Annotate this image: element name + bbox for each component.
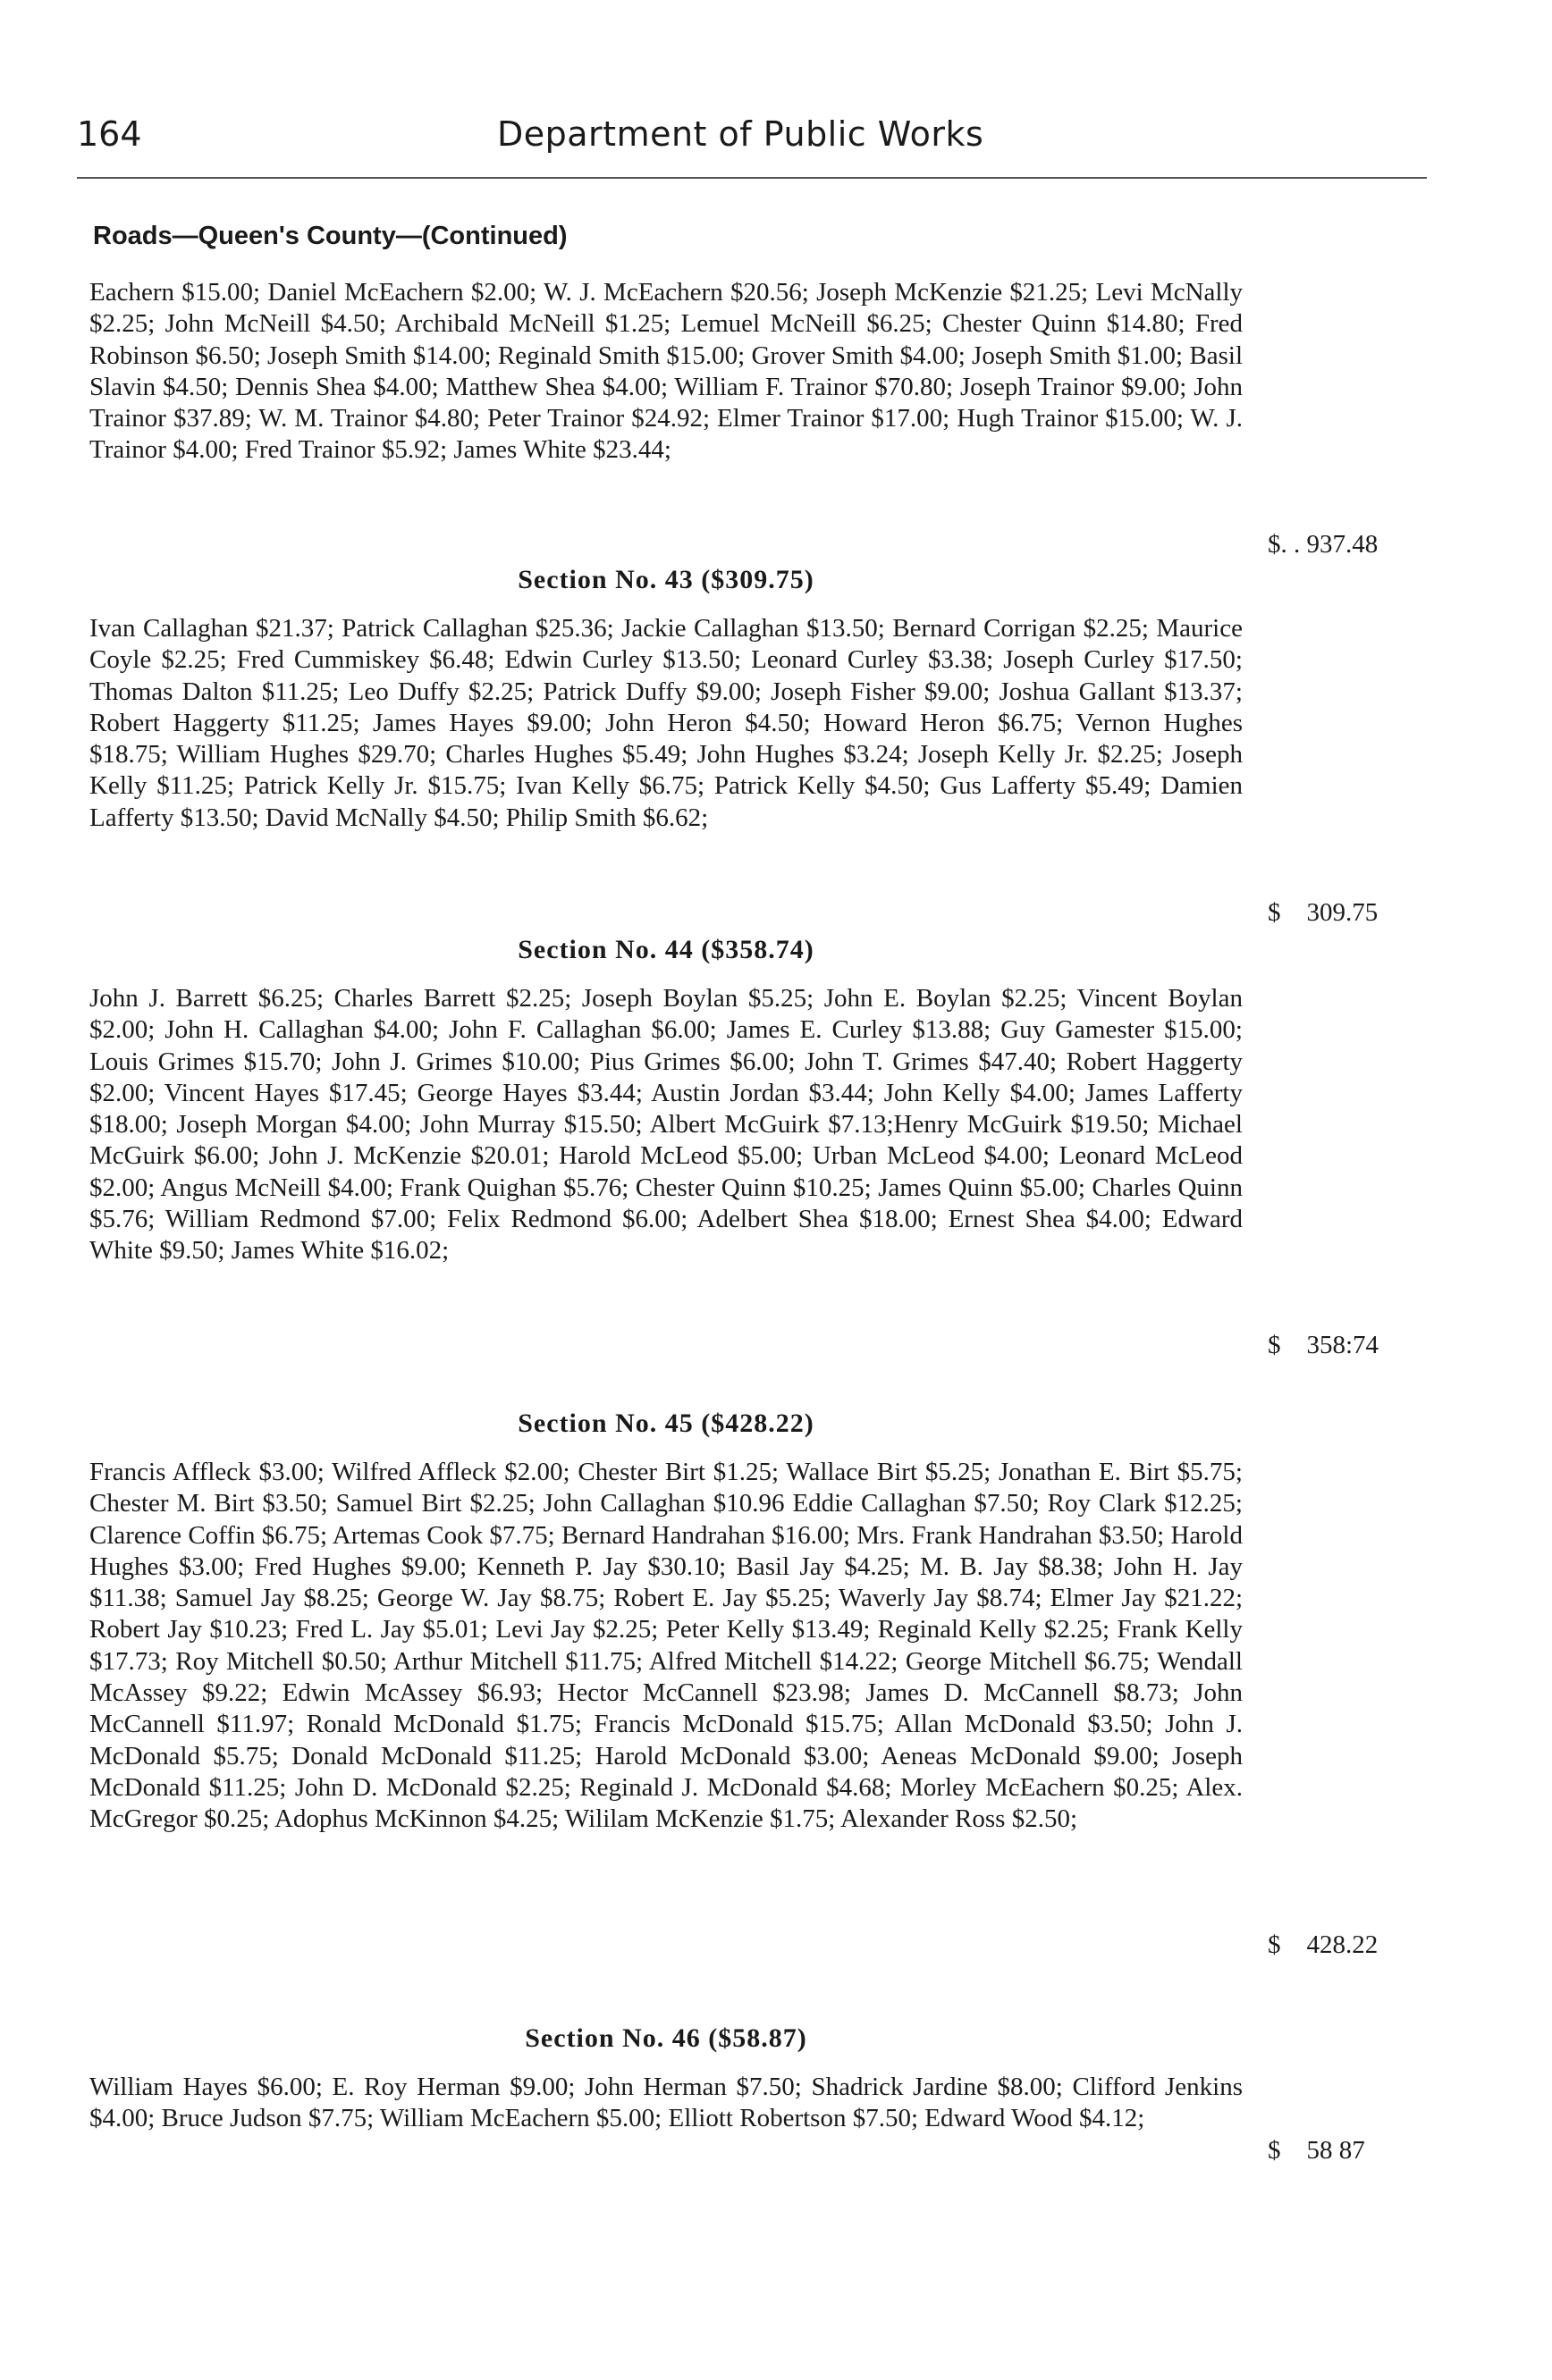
page-title: Department of Public Works (497, 114, 984, 154)
expense-block-section-43 (89, 613, 1430, 834)
page-header (77, 114, 1454, 168)
payee-list: John J. Barrett $6.25; Charles Barrett $2.25; Joseph Boylan $5.25; John E. Boylan $2.25; Vincent Boylan $2.00; John H. Callaghan $4.00; John F. Callaghan $6.00; James E. Curley $13.88; Guy Gamester $15.00; Louis Grimes $15.70; John J. Grimes $10.00; Pius Grimes $6.00; John T. Grimes $47.40; Robert Haggerty $2.00; Vincent Hayes $17.45; George Hayes $3.44; Austin Jordan $3.44; John Kelly $4.00; James Lafferty $18.00; Joseph Morgan $4.00; John Murray $15.50; Albert McGuirk $7.13;Henry McGuirk $19.50; Michael McGuirk $6.00; John J. McKenzie $20.01; Harold McLeod $5.00; Urban McLeod $4.00; Leonard McLeod $2.00; Angus McNeill $4.00; Frank Quighan $5.76; Chester Quinn $10.25; James Quinn $5.00; Charles Quinn $5.76; William Redmond $7.00; Felix Redmond $6.00; Adelbert Shea $18.00; Ernest Shea $4.00; Edward White $9.50; James White $16.02; (89, 984, 1243, 1266)
payee-list: William Hayes $6.00; E. Roy Herman $9.00; John Herman $7.50; Shadrick Jardine $8.00; Clifford Jenkins $4.00; Bruce Judson $7.75; William McEachern $5.00; Elliott Robertson $7.50; Edward Wood $4.12; (89, 2073, 1243, 2133)
expense-block-section-44 (89, 983, 1430, 1267)
block-total: $ 428.22 (1268, 1930, 1379, 1959)
block-total: $ 309.75 (1268, 898, 1379, 927)
expense-block-continued (89, 277, 1430, 467)
section-heading-44: Section No. 44 ($358.74) (518, 935, 814, 964)
expense-block-section-46 (89, 2072, 1430, 2135)
continued-heading: Roads—Queen's County—(Continued) (93, 222, 568, 250)
section-heading-43: Section No. 43 ($309.75) (518, 565, 814, 594)
block-total: $. . 937.48 (1268, 530, 1379, 559)
header-rule (77, 177, 1427, 179)
payee-list: Eachern $15.00; Daniel McEachern $2.00; W. J. McEachern $20.56; Joseph McKenzie $21.25; Levi McNally $2.25; John McNeill $4.50; Archibald McNeill $1.25; Lemuel McNeill $6.25; Chester Quinn $14.80; Fred Robinson $6.50; Joseph Smith $14.00; Reginald Smith $15.00; Grover Smith $4.00; Joseph Smith $1.00; Basil Slavin $4.50; Dennis Shea $4.00; Matthew Shea $4.00; William F. Trainor $70.80; Joseph Trainor $9.00; John Trainor $37.89; W. M. Trainor $4.80; Peter Trainor $24.92; Elmer Trainor $17.00; Hugh Trainor $15.00; W. J. Trainor $4.00; Fred Trainor $5.92; James White $23.44; (89, 278, 1243, 465)
block-total: $ 58 87 (1268, 2136, 1365, 2165)
block-total: $ 358:74 (1268, 1331, 1379, 1359)
section-heading-45: Section No. 45 ($428.22) (518, 1409, 814, 1438)
payee-list: Francis Affleck $3.00; Wilfred Affleck $2.00; Chester Birt $1.25; Wallace Birt $5.25; Jonathan E. Birt $5.75; Chester M. Birt $3.50; Samuel Birt $2.25; John Callaghan $10.96 Eddie Callaghan $7.50; Roy Clark $12.25; Clarence Coffin $6.75; Artemas Cook $7.75; Bernard Handrahan $16.00; Mrs. Frank Handrahan $3.50; Harold Hughes $3.00; Fred Hughes $9.00; Kenneth P. Jay $30.10; Basil Jay $4.25; M. B. Jay $8.38; John H. Jay $11.38; Samuel Jay $8.25; George W. Jay $8.75; Robert E. Jay $5.25; Waverly Jay $8.74; Elmer Jay $21.22; Robert Jay $10.23; Fred L. Jay $5.01; Levi Jay $2.25; Peter Kelly $13.49; Reginald Kelly $2.25; Frank Kelly $17.73; Roy Mitchell $0.50; Arthur Mitchell $11.75; Alfred Mitchell $14.22; George Mitchell $6.75; Wendall McAssey $9.22; Edwin McAssey $6.93; Hector McCannell $23.98; James D. McCannell $8.73; John McCannell $11.97; Ronald McDonald $1.75; Francis McDonald $15.75; Allan McDonald $3.50; John J. McDonald $5.75; Donald McDonald $11.25; Harold McDonald $3.00; Aeneas McDonald $9.00; Joseph McDonald $11.25; John D. McDonald $2.25; Reginald J. McDonald $4.68; Morley McEachern $0.25; Alex. McGregor $0.25; Adophus McKinnon $4.25; Wililam McKenzie $1.75; Alexander Ross $2.50; (89, 1458, 1243, 1834)
page-number: 164 (77, 114, 142, 154)
payee-list: Ivan Callaghan $21.37; Patrick Callaghan $25.36; Jackie Callaghan $13.50; Bernard Corrigan $2.25; Maurice Coyle $2.25; Fred Cummiskey $6.48; Edwin Curley $13.50; Leonard Curley $3.38; Joseph Curley $17.50; Thomas Dalton $11.25; Leo Duffy $2.25; Patrick Duffy $9.00; Joseph Fisher $9.00; Joshua Gallant $13.37; Robert Haggerty $11.25; James Hayes $9.00; John Heron $4.50; Howard Heron $6.75; Vernon Hughes $18.75; William Hughes $29.70; Charles Hughes $5.49; John Hughes $3.24; Joseph Kelly Jr. $2.25; Joseph Kelly $11.25; Patrick Kelly Jr. $15.75; Ivan Kelly $6.75; Patrick Kelly $4.50; Gus Lafferty $5.49; Damien Lafferty $13.50; David McNally $4.50; Philip Smith $6.62; (89, 614, 1243, 832)
section-heading-46: Section No. 46 ($58.87) (525, 2023, 807, 2053)
expense-block-section-45 (89, 1457, 1430, 1836)
